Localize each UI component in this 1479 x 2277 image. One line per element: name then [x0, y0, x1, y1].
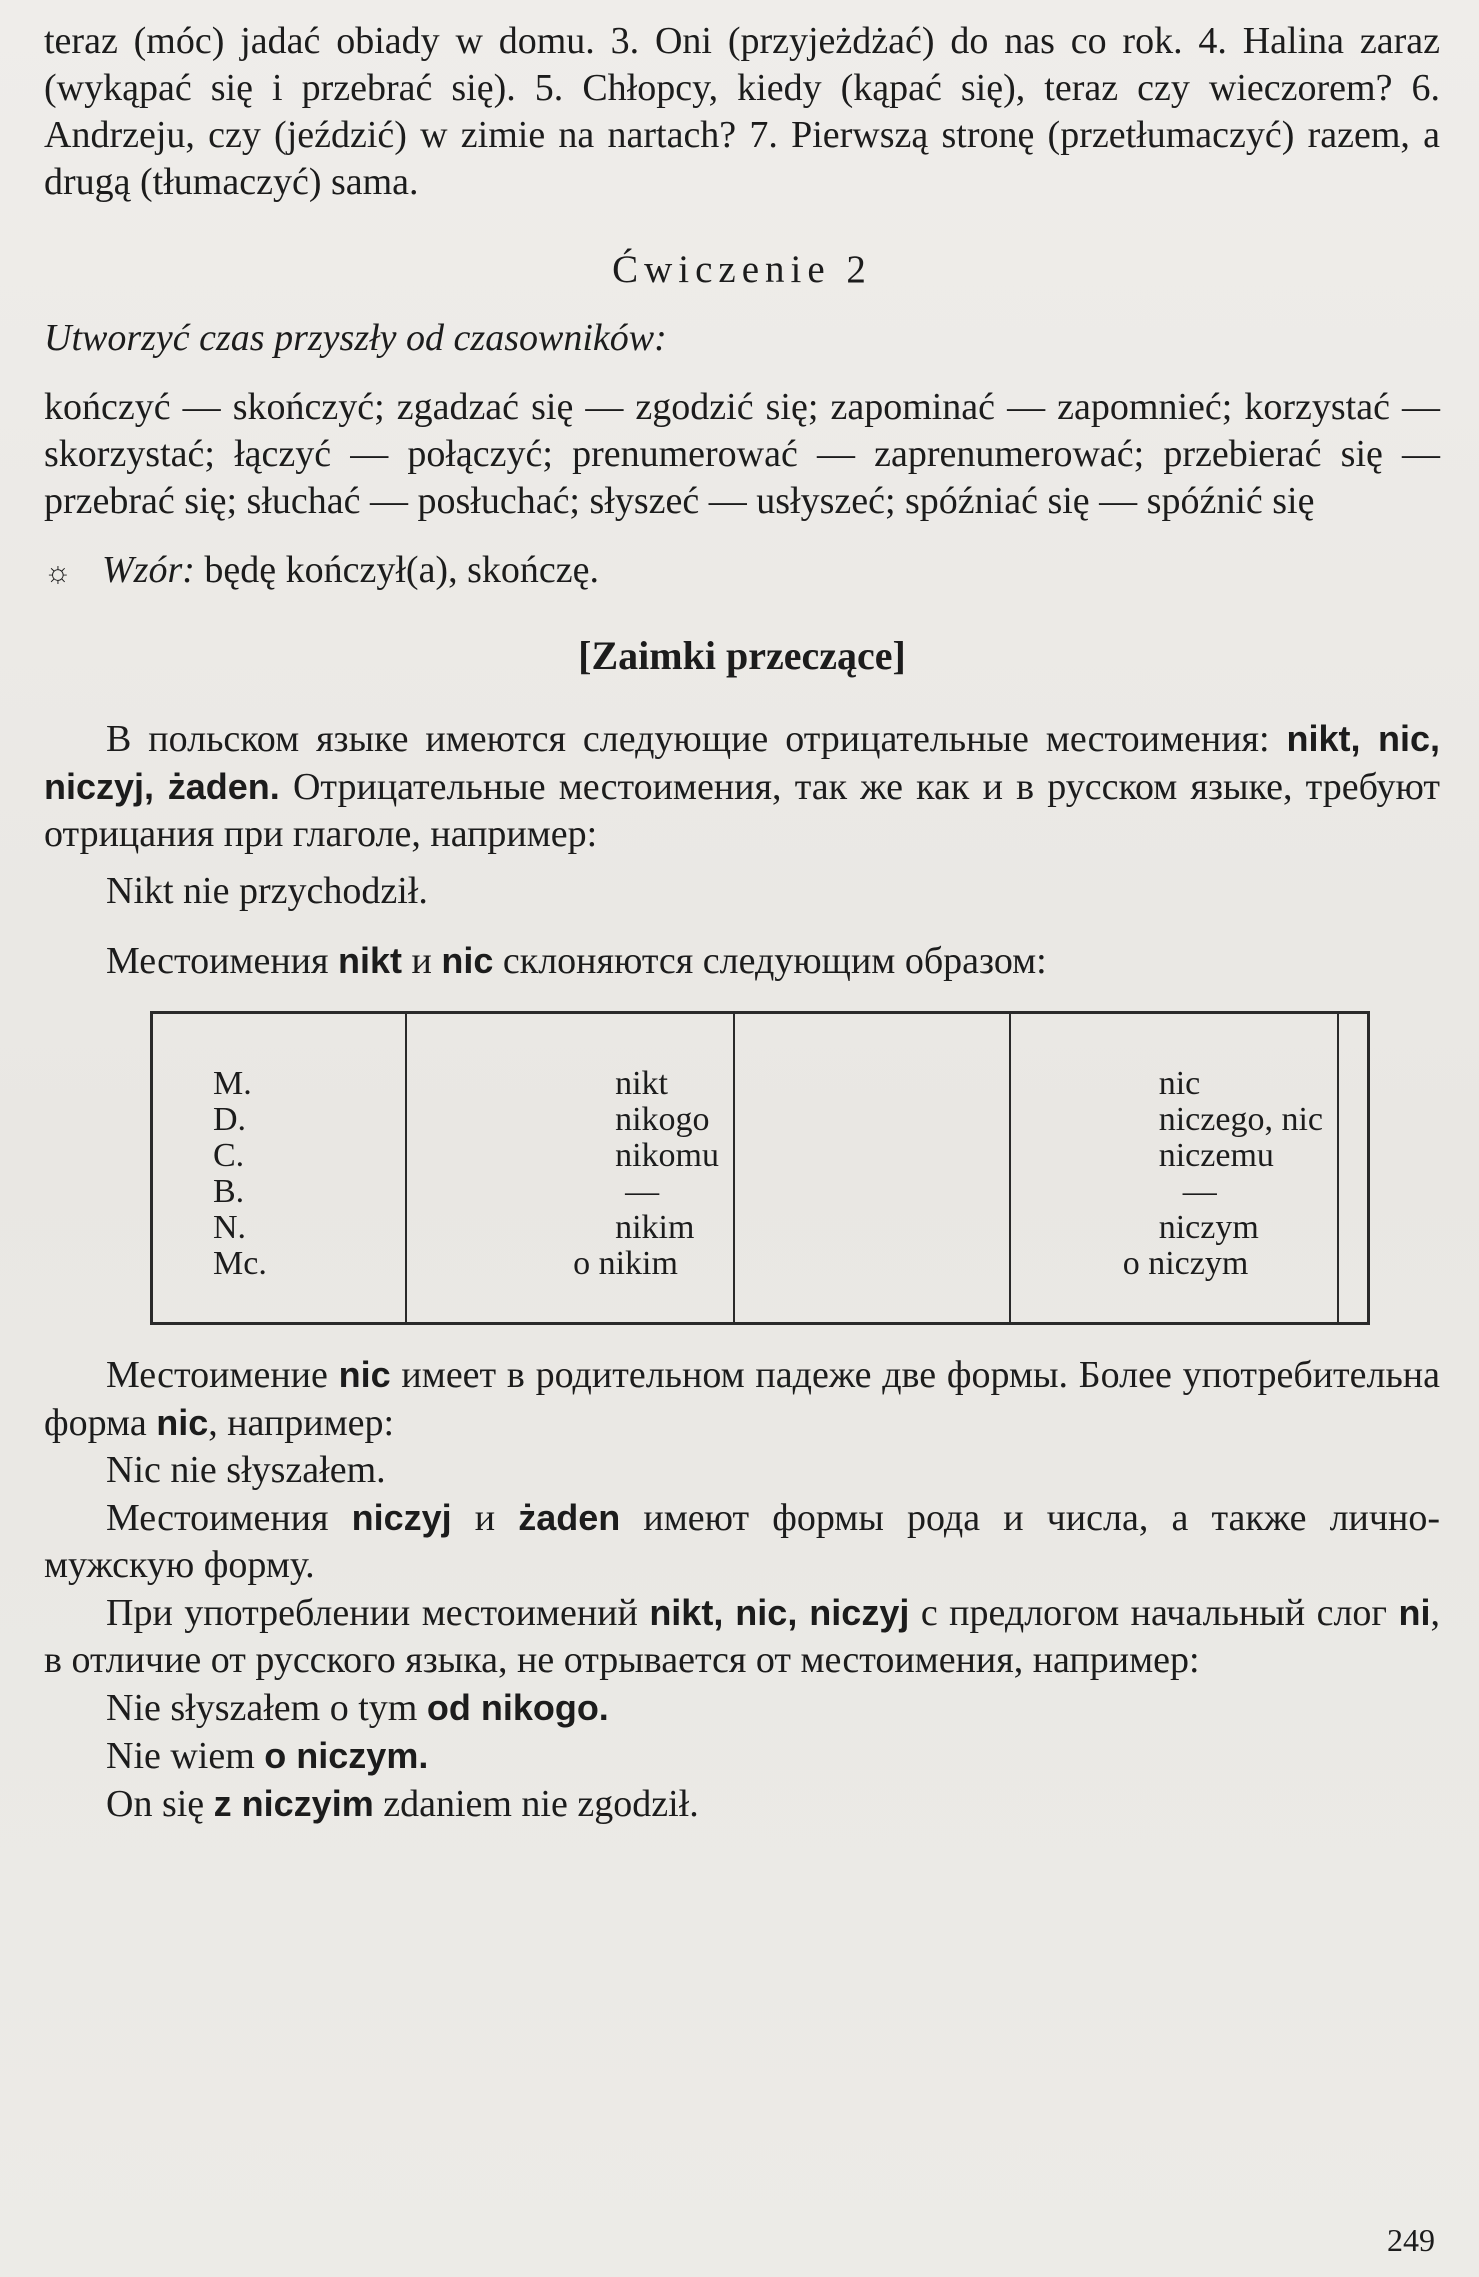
prep-text-c: с предлогом начальный слог [909, 1592, 1399, 1634]
prep-text-e: , в отличие от русского языка, не отрывается от местоимения, например: [44, 1592, 1440, 1681]
exercise-instruction: Utworzyć czas przyszły od czasowników: [44, 317, 667, 359]
niczyj-bold: niczyj [351, 1497, 452, 1538]
nikt-form: nikogo [615, 1101, 710, 1138]
decl-intro-nikt: nikt [337, 940, 402, 981]
ex3-bold: od nikogo. [426, 1687, 609, 1728]
declension-table [150, 1011, 1370, 1325]
case-label: N. [213, 1209, 247, 1246]
nic-form: niczemu [1158, 1137, 1274, 1174]
sun-icon: ☼ [44, 556, 72, 589]
niczyj-text-a: Местоимения [106, 1497, 352, 1539]
prep-bold-pronouns: nikt, nic, niczyj [649, 1592, 910, 1633]
nic-paragraph [44, 1351, 1440, 1447]
example-2: Nic nie słyszałem. [106, 1449, 386, 1491]
page-number: 249 [1387, 2222, 1435, 2258]
cases-column [152, 1013, 407, 1324]
exercise-title: Ćwiczenie 2 [612, 248, 872, 291]
intro-paragraph [44, 715, 1440, 858]
ex4-bold: o niczym. [264, 1735, 429, 1776]
decl-intro-c: и [402, 940, 442, 982]
nic-form: — [1182, 1173, 1217, 1210]
decl-intro-a: Местоимения [106, 940, 338, 982]
declension-intro [44, 937, 1440, 985]
nic-bold-2: nic [156, 1402, 209, 1443]
nic-column [1010, 1013, 1338, 1324]
niczyj-paragraph [44, 1494, 1440, 1589]
case-label: Mc. [213, 1245, 267, 1282]
preposition-paragraph [44, 1589, 1440, 1684]
ex5-text-c: zdaniem nie zgodził. [373, 1783, 699, 1825]
empty-column [1338, 1013, 1369, 1324]
model-line [44, 547, 1440, 596]
table-row [152, 1013, 1369, 1324]
ex3-text: Nie słyszałem o tym [106, 1687, 427, 1729]
ex4-text: Nie wiem [106, 1735, 265, 1777]
nikt-form: nikomu [615, 1137, 719, 1174]
intro-bold-pronouns: nikt, nic, niczyj, żaden. [44, 718, 1440, 807]
nic-text-e: , например: [208, 1402, 395, 1444]
model-label: Wzór: [102, 549, 195, 591]
example-5 [44, 1780, 1440, 1828]
case-label: D. [213, 1101, 247, 1138]
nikt-form: nikt [615, 1065, 668, 1102]
empty-column [734, 1013, 1010, 1324]
intro-text-2: Отрицательные местоимения, так же как и в русском языке, требуют отрицания при глаголе, например: [44, 766, 1440, 855]
intro-text-1: В польском языке имеются следующие отрицательные местоимения: [106, 718, 1287, 760]
section-title: [Zaimki przeczące] [578, 633, 906, 678]
page-content [44, 18, 1440, 1828]
nikt-form: — [625, 1173, 660, 1210]
nikt-form: nikim [615, 1209, 695, 1246]
case-label: M. [213, 1065, 252, 1102]
example-4 [44, 1732, 1440, 1780]
case-label: C. [213, 1137, 245, 1174]
niczyj-text-d: имеют формы рода и числа, а также лично-мужскую форму. [44, 1497, 1440, 1586]
nic-text-a: Местоимение [106, 1354, 339, 1396]
nic-form: niczego, nic [1158, 1101, 1323, 1138]
prep-bold-ni: ni [1398, 1592, 1431, 1633]
nic-form: niczym [1158, 1209, 1259, 1246]
nic-text-c: имеет в родительном падеже две формы. Более употребительна форма [44, 1354, 1441, 1444]
exercise-verbs: kończyć — skończyć; zgadzać się — zgodzić się; zapominać — zapomnieć; korzystać — skorzystać; łączyć — połączyć; prenumerować — zaprenumerować; przebierać się — przebrać się; słuchać — posłuchać; słyszeć — usłyszeć; spóźniać się — spóźnić się [44, 386, 1440, 522]
top-paragraph: teraz (móc) jadać obiady w domu. 3. Oni (przyjeżdżać) do nas co rok. 4. Halina zaraz (wykąpać się i przebrać się). 5. Chłopcy, kiedy (kąpać się), teraz czy wieczorem? 6. Andrzeju, czy (jeździć) w zimie na nartach? 7. Pierwszą stronę (przetłumaczyć) razem, a drugą (tłumaczyć) sama. [44, 20, 1440, 203]
nic-form: nic [1158, 1065, 1201, 1102]
decl-intro-nic: nic [441, 940, 494, 981]
nic-form: o niczym [1122, 1245, 1249, 1282]
ex5-text-a: On się [106, 1783, 214, 1825]
example-3 [44, 1684, 1440, 1732]
zaden-bold: żaden [518, 1497, 621, 1538]
model-text: będę kończył(a), skończę. [194, 549, 599, 591]
prep-text-a: При употреблении местоимений [106, 1592, 650, 1634]
decl-intro-d: склоняются следующим образом: [493, 940, 1047, 982]
nikt-column [406, 1013, 734, 1324]
nikt-form: o nikim [573, 1245, 678, 1282]
nic-bold-1: nic [338, 1354, 391, 1395]
niczyj-text-c: и [451, 1497, 519, 1539]
ex5-bold: z niczyim [213, 1783, 374, 1824]
example-1: Nikt nie przychodził. [106, 870, 428, 912]
case-label: B. [213, 1173, 245, 1210]
